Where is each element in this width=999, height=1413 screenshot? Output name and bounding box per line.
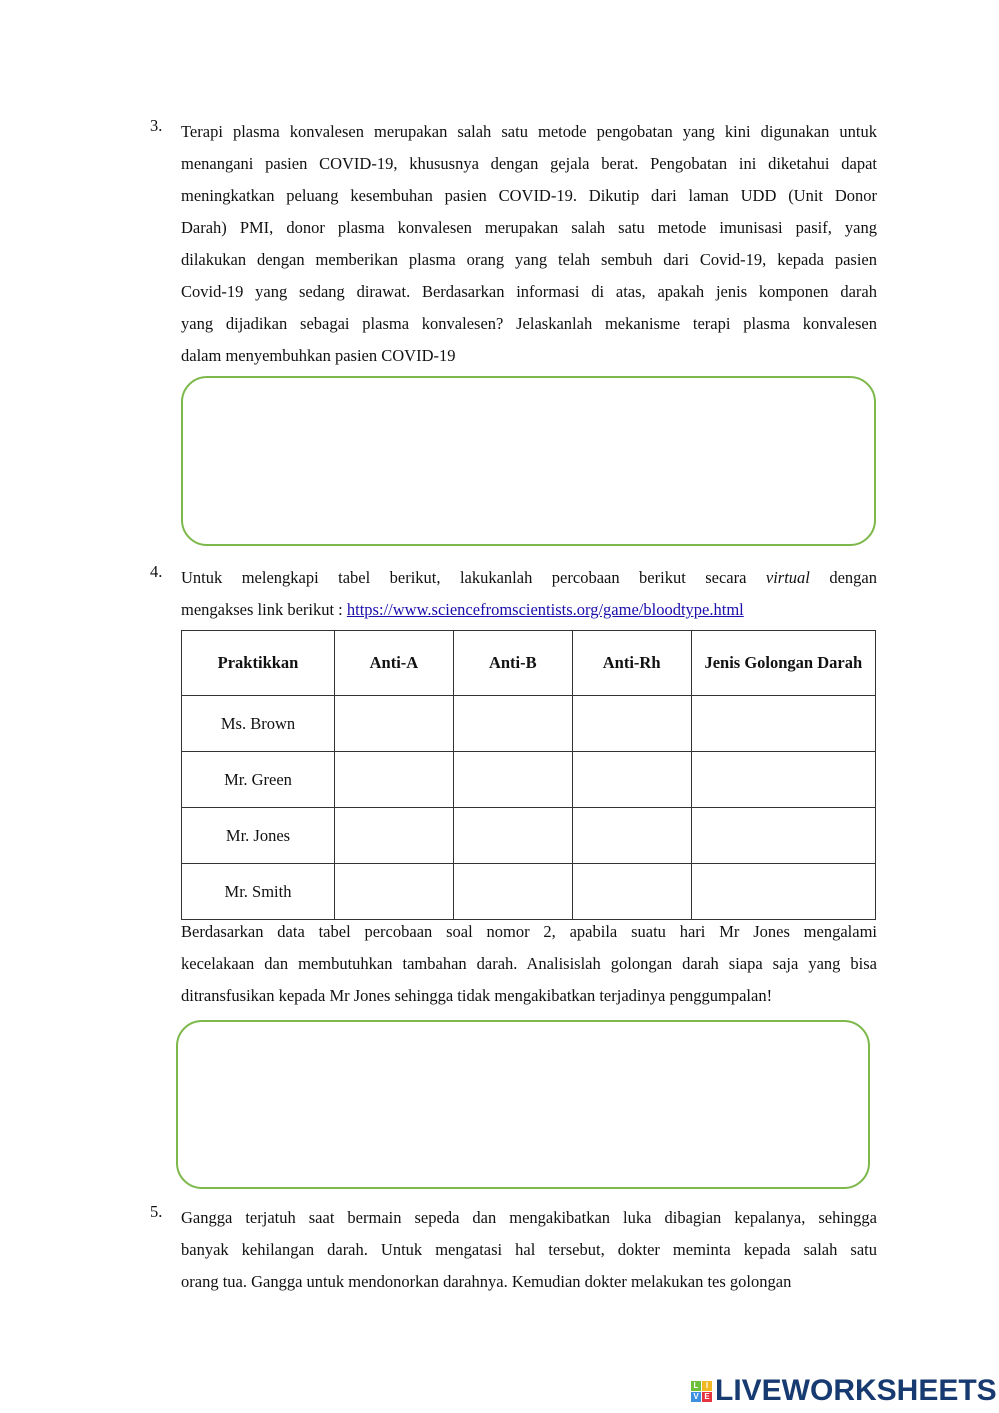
column-header: Anti-Rh xyxy=(572,631,691,696)
answer-cell[interactable] xyxy=(691,752,875,808)
table-row xyxy=(182,696,876,752)
answer-cell[interactable] xyxy=(572,696,691,752)
text-line: kecelakaan dan membutuhkan tambahan darah. Analisislah golongan darah siapa saja yang bisa xyxy=(181,954,877,973)
answer-cell[interactable] xyxy=(453,808,572,864)
logo-letter-square: L xyxy=(691,1381,701,1391)
question-4-text xyxy=(181,562,877,626)
answer-cell[interactable] xyxy=(572,864,691,920)
table-row xyxy=(182,808,876,864)
column-header: Praktikkan xyxy=(182,631,335,696)
column-header: Jenis Golongan Darah xyxy=(691,631,875,696)
text-line: banyak kehilangan darah. Untuk mengatasi hal tersebut, dokter meminta kepada salah satu xyxy=(181,1240,877,1259)
answer-cell[interactable] xyxy=(453,696,572,752)
participant-cell: Ms. Brown xyxy=(182,696,335,752)
participant-cell: Mr. Jones xyxy=(182,808,335,864)
q4-line2: mengakses link berikut : xyxy=(181,600,347,619)
column-header: Anti-B xyxy=(453,631,572,696)
q4-line1-end: dengan xyxy=(829,568,877,587)
answer-cell[interactable] xyxy=(572,752,691,808)
answer-cell[interactable] xyxy=(335,752,454,808)
blood-type-table xyxy=(181,630,876,920)
column-header: Anti-A xyxy=(335,631,454,696)
answer-box-4[interactable] xyxy=(176,1020,870,1189)
logo-letter-square: V xyxy=(691,1392,701,1402)
text-line: Terapi plasma konvalesen merupakan salah satu metode pengobatan yang kini digunakan untuk xyxy=(181,122,877,141)
text-line: Gangga terjatuh saat bermain sepeda dan mengakibatkan luka dibagian kepalanya, sehingga xyxy=(181,1208,877,1227)
bloodtype-link[interactable]: https://www.sciencefromscientists.org/game/bloodtype.html xyxy=(346,600,744,619)
text-line: Berdasarkan data tabel percobaan soal nomor 2, apabila suatu hari Mr Jones mengalami xyxy=(181,922,877,941)
question-4-followup xyxy=(181,916,877,1012)
table-row xyxy=(182,752,876,808)
text-line: meningkatkan peluang kesembuhan pasien COVID-19. Dikutip dari laman UDD (Unit Donor xyxy=(181,186,877,205)
participant-cell: Mr. Smith xyxy=(182,864,335,920)
table-row xyxy=(182,864,876,920)
participant-cell: Mr. Green xyxy=(182,752,335,808)
text-line: ditransfusikan kepada Mr Jones sehingga tidak mengakibatkan terjadinya penggumpalan! xyxy=(181,986,773,1005)
question-3-number: 3. xyxy=(150,116,163,135)
text-line: Covid-19 yang sedang dirawat. Berdasarkan informasi di atas, apakah jenis komponen darah xyxy=(181,282,877,301)
answer-cell[interactable] xyxy=(691,864,875,920)
question-4-number: 4. xyxy=(150,562,163,581)
answer-cell[interactable] xyxy=(335,696,454,752)
answer-box-3[interactable] xyxy=(181,376,876,546)
answer-cell[interactable] xyxy=(453,752,572,808)
logo-text: LIVEWORKSHEETS xyxy=(715,1374,997,1407)
answer-cell[interactable] xyxy=(572,808,691,864)
logo-letter-square: I xyxy=(702,1381,712,1391)
answer-cell[interactable] xyxy=(453,864,572,920)
answer-cell[interactable] xyxy=(691,696,875,752)
answer-cell[interactable] xyxy=(691,808,875,864)
question-3-text xyxy=(181,116,877,372)
answer-cell[interactable] xyxy=(335,864,454,920)
liveworksheets-logo xyxy=(691,1374,997,1408)
question-5-number: 5. xyxy=(150,1202,163,1221)
logo-letter-square: E xyxy=(702,1392,712,1402)
text-line: menangani pasien COVID-19, khususnya dengan gejala berat. Pengobatan ini diketahui dapat xyxy=(181,154,877,173)
text-line: dalam menyembuhkan pasien COVID-19 xyxy=(181,346,456,365)
q4-line1: Untuk melengkapi tabel berikut, lakukanlah percobaan berikut secara xyxy=(181,568,747,587)
text-line: dilakukan dengan memberikan plasma orang yang telah sembuh dari Covid-19, kepada pasien xyxy=(181,250,877,269)
text-line: yang dijadikan sebagai plasma konvalesen? Jelaskanlah mekanisme terapi plasma konvalesen xyxy=(181,314,877,333)
answer-cell[interactable] xyxy=(335,808,454,864)
text-line: orang tua. Gangga untuk mendonorkan darahnya. Kemudian dokter melakukan tes golongan xyxy=(181,1272,792,1291)
virtual-italic: virtual xyxy=(765,568,810,587)
live-squares-icon xyxy=(691,1381,712,1402)
question-5-text xyxy=(181,1202,877,1298)
text-line: Darah) PMI, donor plasma konvalesen merupakan salah satu metode imunisasi pasif, yang xyxy=(181,218,877,237)
